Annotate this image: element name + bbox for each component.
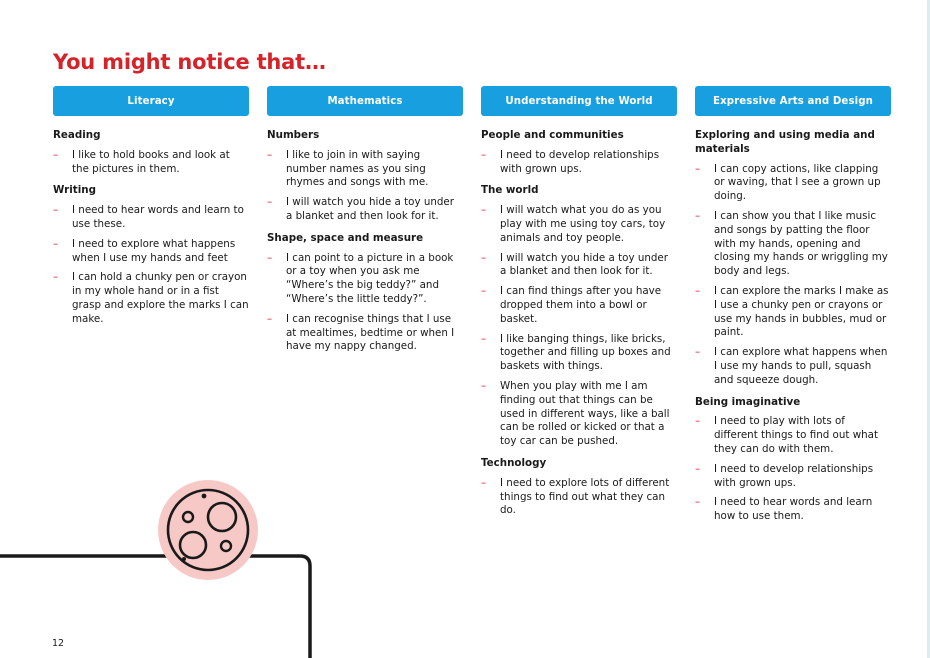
dash-icon: – xyxy=(695,496,701,509)
list-item xyxy=(695,463,891,491)
list-item xyxy=(267,149,463,190)
list-item-text: I need to develop relationships with grown ups. xyxy=(714,462,874,489)
dash-icon: – xyxy=(695,162,701,175)
dash-icon: – xyxy=(267,251,273,264)
column-header: Expressive Arts and Design xyxy=(695,86,891,116)
column-understanding-the-world xyxy=(481,86,677,526)
page-number: 12 xyxy=(52,638,65,649)
list-item xyxy=(53,271,249,326)
dash-icon: – xyxy=(267,196,273,209)
section-title: Numbers xyxy=(267,129,320,141)
bubbles-illustration xyxy=(0,478,320,658)
bubble-dot-icon xyxy=(182,557,186,561)
list-item-text: I can recognise things that I use at mealtimes, bedtime or when I have my nappy changed. xyxy=(286,312,455,353)
bullet-list xyxy=(267,252,463,355)
bullet-list xyxy=(53,149,249,177)
column-body xyxy=(481,129,677,518)
dash-icon: – xyxy=(481,251,487,264)
list-item-text: I need to explore lots of different things to find out what they can do. xyxy=(500,476,670,517)
list-item-text: I like to hold books and look at the pictures in them. xyxy=(72,148,230,175)
list-item xyxy=(481,204,677,245)
dash-icon: – xyxy=(481,332,487,345)
dash-icon: – xyxy=(695,346,701,359)
column-expressive-arts-and-design xyxy=(695,86,891,532)
list-item xyxy=(481,252,677,280)
list-item xyxy=(481,333,677,374)
dash-icon: – xyxy=(481,379,487,392)
column-body xyxy=(53,129,249,327)
dash-icon: – xyxy=(267,312,273,325)
bullet-list xyxy=(53,204,249,326)
list-item xyxy=(695,285,891,340)
list-item-text: I need to play with lots of different things to find out what they can do with them. xyxy=(714,415,878,455)
list-item xyxy=(267,252,463,307)
list-item-text: I need to hear words and learn to use these. xyxy=(72,204,244,230)
bullet-list xyxy=(481,149,677,177)
list-item xyxy=(481,477,677,518)
list-item xyxy=(481,380,677,449)
column-body xyxy=(267,129,463,354)
dash-icon: – xyxy=(695,415,701,428)
column-header: Understanding the World xyxy=(481,86,677,116)
dash-icon: – xyxy=(695,209,701,222)
list-item xyxy=(53,149,249,177)
dash-icon: – xyxy=(695,462,701,475)
list-item xyxy=(481,285,677,326)
dash-icon: – xyxy=(267,148,273,161)
list-item-text: I can copy actions, like clapping or waving, that I see a grown up doing. xyxy=(714,162,881,203)
section-title: Writing xyxy=(53,184,96,197)
list-item xyxy=(695,163,891,204)
list-item xyxy=(695,496,891,524)
list-item-text: When you play with me I am finding out that things can be used in different ways, like a ball can be rolled or kicked or that a toy car can be pushed. xyxy=(500,379,670,448)
list-item xyxy=(53,204,249,232)
dash-icon: – xyxy=(695,284,701,297)
list-item-text: I can show you that I like music and songs by patting the floor with my hands, opening and closing my hands or wriggling my body and legs. xyxy=(714,209,888,278)
list-item-text: I can find things after you have dropped them into a bowl or basket. xyxy=(500,285,662,325)
list-item xyxy=(481,149,677,177)
column-header: Literacy xyxy=(53,86,249,116)
list-item-text: I need to explore what happens when I use my hands and feet xyxy=(72,237,236,264)
list-item xyxy=(267,313,463,354)
section-title: Shape, space and measure xyxy=(267,231,424,244)
dash-icon: – xyxy=(53,204,59,217)
list-item-text: I need to develop relationships with grown ups. xyxy=(500,148,660,175)
section-title: Being imaginative xyxy=(695,395,801,408)
bullet-list xyxy=(267,149,463,224)
dash-icon: – xyxy=(53,148,59,161)
list-item-text: I can point to a picture in a book or a toy when you ask me “Where’s the big teddy?” and “Where’s the little teddy?”. xyxy=(286,251,454,305)
list-item-text: I like to join in with saying number names as you sing rhymes and songs with me. xyxy=(286,148,429,189)
section-title: People and communities xyxy=(481,129,624,141)
bullet-list xyxy=(695,163,891,388)
dash-icon: – xyxy=(481,204,487,217)
section-title: Technology xyxy=(481,456,547,469)
list-item xyxy=(695,415,891,456)
list-item-text: I can explore what happens when I use my hands to pull, squash and squeeze dough. xyxy=(714,346,888,386)
section-title: Exploring and using media and materials xyxy=(695,129,875,155)
list-item xyxy=(267,196,463,224)
section-title: The world xyxy=(481,184,539,197)
column-header: Mathematics xyxy=(267,86,463,116)
frame-line xyxy=(0,556,310,658)
column-body xyxy=(695,129,891,524)
bullet-list xyxy=(695,415,891,524)
list-item-text: I can hold a chunky pen or crayon in my whole hand or in a fist grasp and explore the marks I can make. xyxy=(72,271,249,325)
list-item-text: I like banging things, like bricks, together and filling up boxes and baskets with things. xyxy=(500,332,671,373)
dash-icon: – xyxy=(53,271,59,284)
bubbles-circle-icon xyxy=(158,480,258,580)
column-mathematics xyxy=(267,86,463,362)
list-item-text: I will watch you hide a toy under a blanket and then look for it. xyxy=(286,196,454,222)
list-item xyxy=(53,238,249,266)
column-literacy xyxy=(53,86,249,335)
list-item-text: I need to hear words and learn how to use them. xyxy=(714,496,873,523)
page-title: You might notice that… xyxy=(53,50,326,74)
dash-icon: – xyxy=(481,285,487,298)
list-item xyxy=(695,210,891,279)
list-item-text: I will watch you hide a toy under a blanket and then look for it. xyxy=(500,251,668,278)
dash-icon: – xyxy=(481,476,487,489)
list-item-text: I will watch what you do as you play with me using toy cars, toy animals and toy people. xyxy=(500,204,666,244)
bubble-dot-icon xyxy=(202,494,207,499)
list-item-text: I can explore the marks I make as I use a chunky pen or crayons or use my hands in bubbles, mud or paint. xyxy=(714,284,889,339)
list-item xyxy=(695,346,891,387)
dash-icon: – xyxy=(481,148,487,161)
section-title: Reading xyxy=(53,129,101,141)
bullet-list xyxy=(481,477,677,518)
dash-icon: – xyxy=(53,237,59,250)
bullet-list xyxy=(481,204,677,449)
